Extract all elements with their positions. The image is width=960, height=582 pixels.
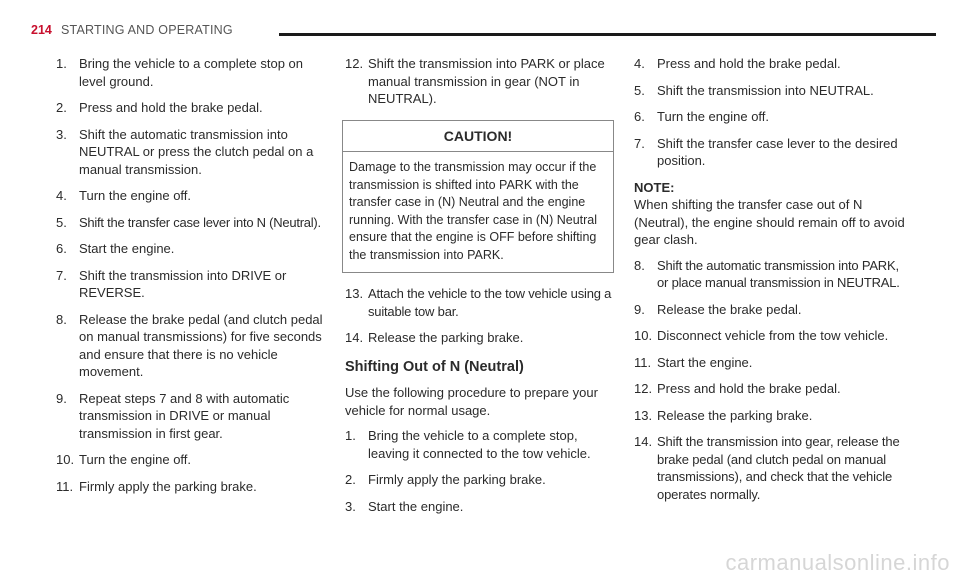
list-item	[345, 471, 613, 489]
step-number: 8.	[56, 311, 67, 327]
list-item	[345, 329, 613, 347]
header-rule	[279, 33, 936, 36]
step-text: Firmly apply the parking brake.	[368, 472, 546, 487]
step-text: Shift the automatic transmission into PARK, or place manual transmission in NEUTRAL.	[657, 257, 900, 290]
list-item	[634, 301, 906, 319]
caution-title: CAUTION!	[343, 121, 613, 153]
step-number: 4.	[634, 56, 645, 71]
caution-box	[342, 120, 614, 274]
step-text: Disconnect vehicle from the tow vehicle.	[657, 328, 889, 343]
step-number: 13.	[634, 407, 653, 423]
step-number: 10.	[56, 452, 75, 467]
list-item	[634, 108, 906, 126]
step-text: Press and hold the brake pedal.	[657, 56, 841, 71]
step-number: 5.	[56, 214, 67, 230]
step-text: Repeat steps 7 and 8 with automatic transmission in DRIVE or manual transmission in first gear.	[79, 390, 290, 441]
step-number: 7.	[56, 267, 67, 283]
list-item	[345, 498, 613, 516]
list-item	[345, 55, 613, 108]
section-subheading: Shifting Out of N (Neutral)	[345, 358, 524, 375]
step-number: 3.	[56, 126, 67, 142]
step-text: Press and hold the brake pedal.	[79, 100, 263, 115]
column-2	[345, 55, 613, 524]
list-item	[56, 451, 328, 469]
step-text: Turn the engine off.	[79, 188, 192, 203]
step-text: Start the engine.	[79, 241, 175, 256]
list-item	[56, 99, 328, 117]
step-text: Firmly apply the parking brake.	[79, 478, 257, 494]
list-item	[634, 82, 906, 100]
list-item	[634, 257, 906, 292]
step-text: Turn the engine off.	[79, 452, 192, 467]
column-3	[634, 55, 906, 512]
list-item	[56, 311, 328, 381]
step-text: Bring the vehicle to a complete stop, leaving it connected to the tow vehicle.	[368, 428, 591, 461]
step-number: 2.	[56, 100, 67, 115]
step-number: 2.	[345, 472, 356, 487]
step-number: 7.	[634, 135, 645, 151]
list-item	[56, 390, 328, 443]
step-text: Start the engine.	[657, 354, 753, 370]
step-number: 6.	[634, 109, 645, 124]
list-item	[634, 327, 906, 345]
step-text: Attach the vehicle to the tow vehicle using a suitable tow bar.	[368, 286, 612, 319]
list-item	[56, 55, 328, 90]
step-number: 13.	[345, 286, 364, 301]
step-text: Release the brake pedal (and clutch pedal on manual transmissions) for five seconds and ensure that there is no vehicle movement.	[79, 311, 323, 379]
step-text: Shift the automatic transmission into NEUTRAL or press the clutch pedal on a manual transmission.	[79, 126, 314, 177]
list-item	[634, 55, 906, 73]
step-text: Shift the transmission into gear, release the brake pedal (and clutch pedal on manual transmissions), and check that the vehicle operates normally.	[657, 434, 900, 502]
step-text: Turn the engine off.	[657, 109, 770, 124]
step-number: 1.	[345, 428, 356, 443]
intro-paragraph: Use the following procedure to prepare your vehicle for normal usage.	[345, 385, 598, 418]
note-label: NOTE:	[634, 179, 675, 195]
step-text: Release the brake pedal.	[657, 301, 802, 317]
list-item	[56, 240, 328, 258]
step-number: 8.	[634, 257, 645, 273]
list-item	[634, 380, 906, 398]
list-item	[56, 267, 328, 302]
caution-body: Damage to the transmission may occur if the transmission is shifted into PARK with the transfer case in (N) Neutral and the engine running. With the transfer case in (N) Neutral ensure that the engine is OFF before shifting the transmission into PARK.	[349, 160, 598, 262]
step-text: Shift the transmission into NEUTRAL.	[657, 82, 874, 98]
list-item	[56, 187, 328, 205]
step-number: 10.	[634, 328, 653, 343]
watermark: carmanualsonline.info	[725, 550, 950, 575]
step-text: Release the parking brake.	[368, 330, 524, 345]
step-number: 12.	[345, 56, 364, 71]
step-text: Shift the transfer case lever to the desired position.	[657, 135, 898, 168]
step-number: 14.	[345, 330, 364, 345]
step-number: 12.	[634, 381, 653, 396]
step-number: 11.	[634, 354, 652, 370]
step-text: Start the engine.	[368, 498, 464, 514]
step-text: Shift the transmission into PARK or place manual transmission in gear (NOT in NEUTRAL).	[368, 56, 605, 106]
list-item	[634, 407, 906, 425]
column-1	[56, 55, 328, 504]
note-text: When shifting the transfer case out of N (Neutral), the engine should remain off to avoid gear clash.	[634, 197, 905, 247]
step-text: Shift the transfer case lever into N (Neutral).	[79, 214, 321, 230]
list-item	[56, 214, 328, 232]
list-item	[56, 126, 328, 179]
page-number: 214	[31, 23, 52, 37]
list-item	[634, 433, 906, 503]
list-item	[56, 478, 328, 496]
step-number: 9.	[56, 390, 67, 406]
step-text: Bring the vehicle to a complete stop on level ground.	[79, 56, 304, 89]
step-number: 3.	[345, 498, 356, 514]
step-number: 14.	[634, 434, 653, 449]
section-title: STARTING AND OPERATING	[61, 23, 233, 37]
step-number: 6.	[56, 241, 67, 256]
list-item	[634, 354, 906, 372]
step-number: 9.	[634, 301, 645, 317]
step-number: 5.	[634, 82, 645, 98]
step-text: Release the parking brake.	[657, 407, 813, 423]
step-text: Press and hold the brake pedal.	[657, 381, 841, 396]
list-item	[345, 427, 613, 462]
step-number: 11.	[56, 478, 74, 494]
step-number: 4.	[56, 188, 67, 203]
list-item	[345, 285, 613, 320]
list-item	[634, 135, 906, 170]
step-number: 1.	[56, 56, 67, 71]
page-header	[31, 22, 906, 42]
step-text: Shift the transmission into DRIVE or REVERSE.	[79, 267, 287, 300]
